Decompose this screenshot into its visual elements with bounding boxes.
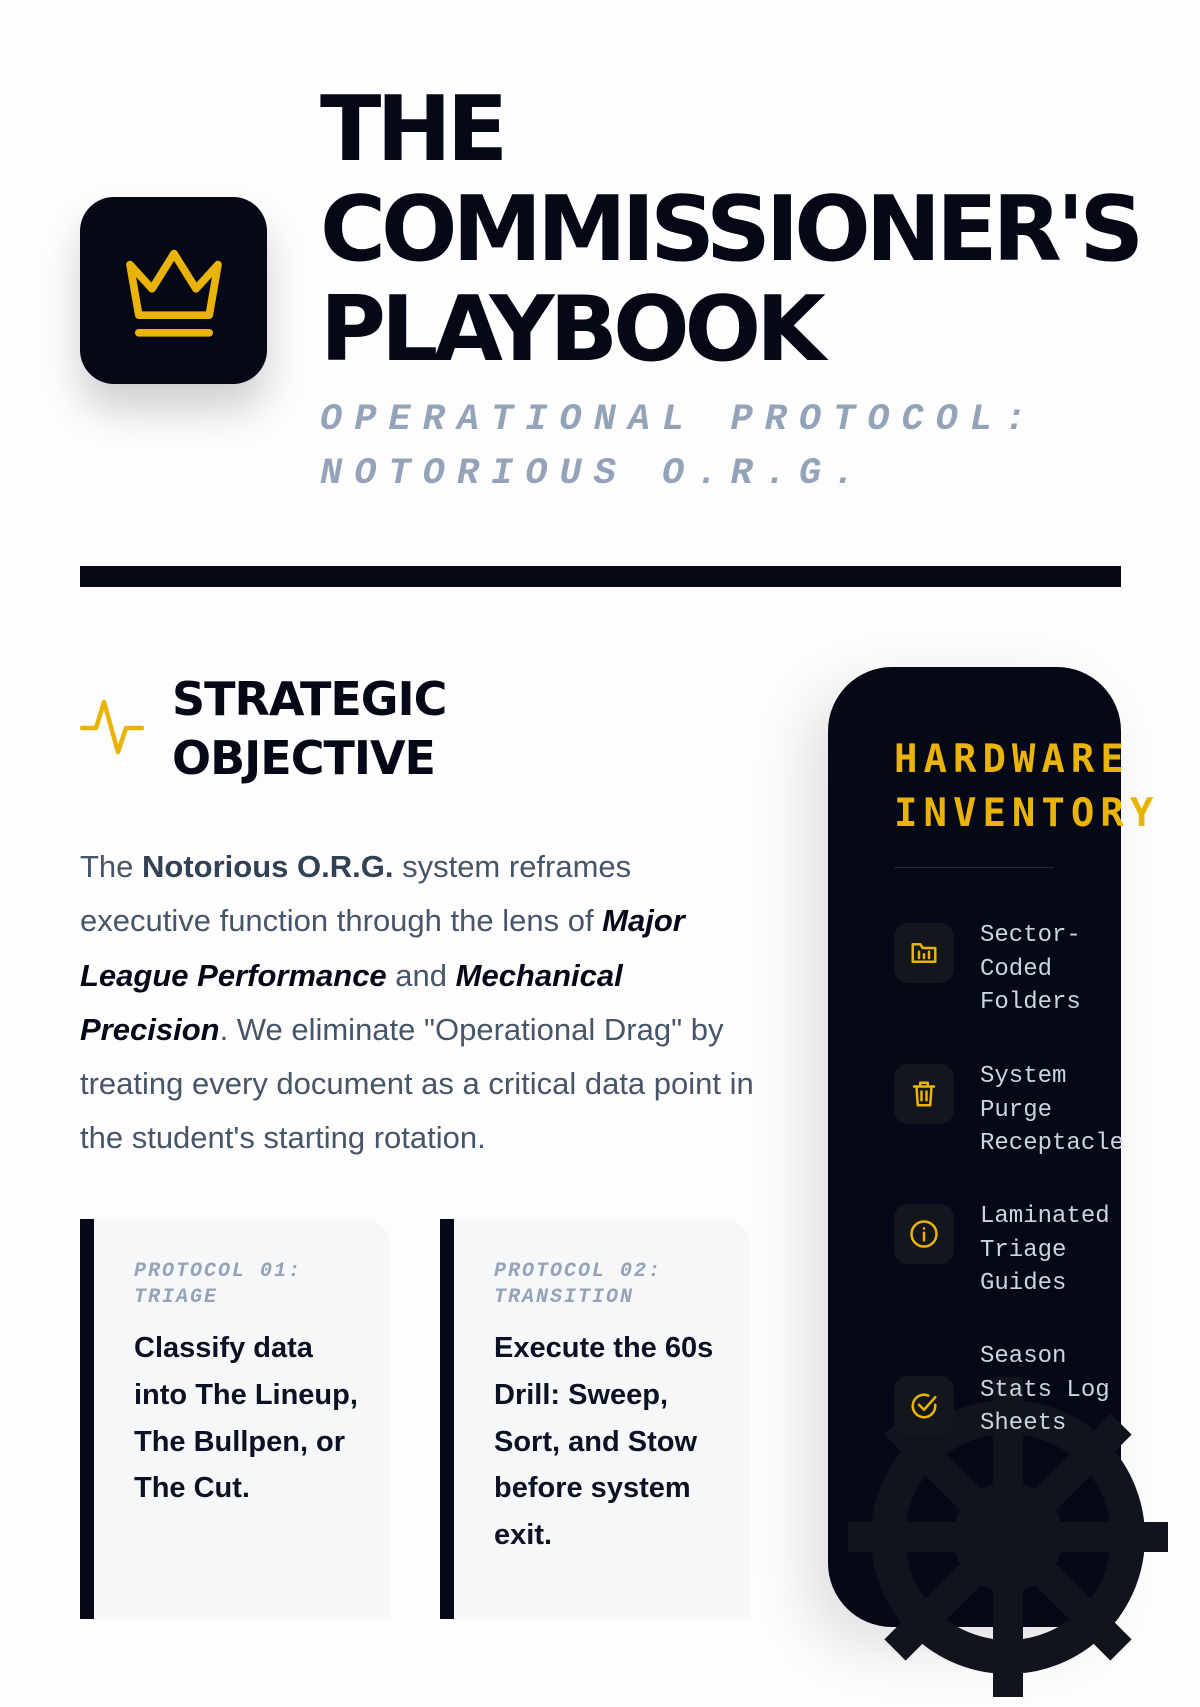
section-title-line: STRATEGIC [172,672,447,726]
objective-emphasis: Mechanical Precision [80,957,623,1047]
activity-pulse-icon [80,694,144,760]
trash-can-icon [909,1079,939,1109]
objective-text: . We eliminate "Operational Drag" by treating every document as a critical data point in the student's starting rotation. [80,1011,754,1156]
hardware-item-label: Season Stats Log Sheets [980,1343,1110,1438]
objective-text: The [80,849,143,884]
hardware-inventory-panel [828,667,1160,1627]
section-title-line: OBJECTIVE [172,731,435,785]
protocol-label: PROTOCOL 02: TRANSITION [494,1260,663,1309]
title-line: PLAYBOOK [320,277,821,382]
objective-emphasis: Major League Performance [80,903,685,993]
logo-tile [80,197,267,384]
hardware-item-icon-tile [894,1204,954,1264]
hardware-item-icon-tile [894,1064,954,1124]
objective-text: and [386,957,456,993]
hardware-item-label: Sector-Coded Folders [980,922,1081,1017]
hardware-item-icon-tile [894,923,954,983]
section-title [172,670,446,788]
title-line: COMMISSIONER'S [320,177,1140,282]
protocol-card [440,1219,750,1619]
subtitle-line: NOTORIOUS O.R.G. [320,453,868,495]
hardware-item-label: Laminated Triage Guides [980,1203,1110,1298]
title-line: THE [320,77,504,182]
protocol-text: Execute the 60s Drill: Sweep, Sort, and Stow before system exit. [494,1332,714,1552]
info-circle-icon [909,1219,939,1249]
protocol-label: PROTOCOL 01: TRIAGE [134,1260,303,1309]
protocol-text: Classify data into The Lineup, The Bullpen, or The Cut. [134,1332,358,1505]
protocol-card [80,1219,390,1619]
folder-chart-icon [909,938,939,968]
hardware-item-label: System Purge Receptacle [980,1063,1125,1158]
objective-system-name: Notorious O.R.G. [142,849,394,884]
objective-text: system reframes executive function through the lens of [80,849,632,939]
hardware-divider [894,867,1054,868]
check-circle-icon [909,1391,939,1421]
hardware-title-line: INVENTORY [894,791,1160,836]
header-divider [80,566,1121,587]
subtitle-line: OPERATIONAL PROTOCOL: [320,399,1039,441]
crown-icon [119,236,229,346]
hardware-title-line: HARDWARE [894,737,1130,782]
hardware-item-icon-tile [894,1376,954,1436]
page-subtitle [320,393,1038,501]
hardware-title [894,733,1159,841]
objective-paragraph [80,840,760,1166]
page-title [320,77,1200,382]
